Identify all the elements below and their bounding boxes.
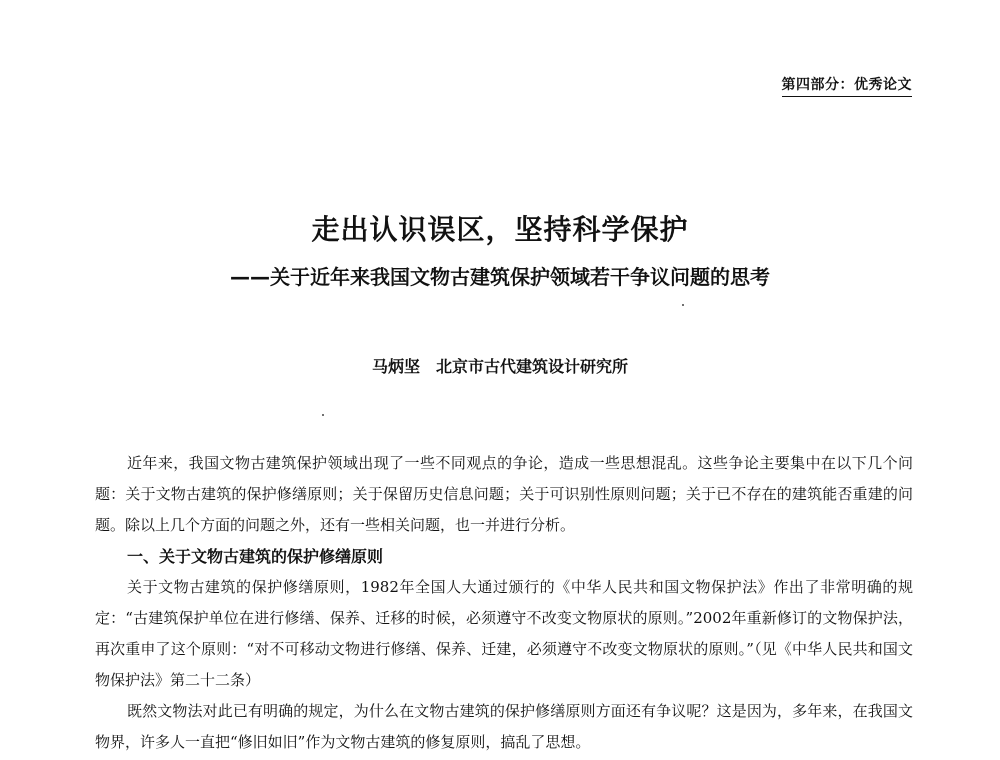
body-text xyxy=(95,448,913,758)
section-heading: 一、关于文物古建筑的保护修缮原则 xyxy=(127,547,384,566)
scan-speck xyxy=(322,414,324,416)
paragraph-intro: 近年来，我国文物古建筑保护领域出现了一些不同观点的争论，造成一些思想混乱。这些争论主要集中在以下几个问题：关于文物古建筑的保护修缮原则；关于保留历史信息问题；关于可识别性原则问题；关于已不存在的建筑能否重建的问题。除以上几个方面的问题之外，还有一些相关问题，也一并进行分析。 xyxy=(95,454,913,534)
author-affiliation: 北京市古代建筑设计研究所 xyxy=(436,357,629,376)
article-title: 走出认识误区，坚持科学保护 xyxy=(311,213,689,246)
article-subtitle: ——关于近年来我国文物古建筑保护领域若干争议问题的思考 xyxy=(230,265,770,289)
paragraph-dispute: 既然文物法对此已有明确的规定，为什么在文物古建筑的保护修缮原则方面还有争议呢？这是因为，多年来，在我国文物界，许多人一直把“修旧如旧”作为文物古建筑的修复原则，搞乱了思想。 xyxy=(95,702,913,751)
author-name: 马炳坚 xyxy=(371,357,420,376)
scan-speck xyxy=(682,304,684,306)
section-label: 第四部分：优秀论文 xyxy=(782,74,913,97)
author-line xyxy=(0,354,1000,377)
paragraph-law: 关于文物古建筑的保护修缮原则，1982年全国人大通过颁行的《中华人民共和国文物保护法》作出了非常明确的规定：“古建筑保护单位在进行修缮、保养、迁移的时候，必须遵守不改变文物原状的原则。”2002年重新修订的文物保护法，再次重申了这个原则：“对不可移动文物进行修缮、保养、迁建，必须遵守不改变文物原状的原则。”（见《中华人民共和国文物保护法》第二十二条） xyxy=(95,578,913,689)
